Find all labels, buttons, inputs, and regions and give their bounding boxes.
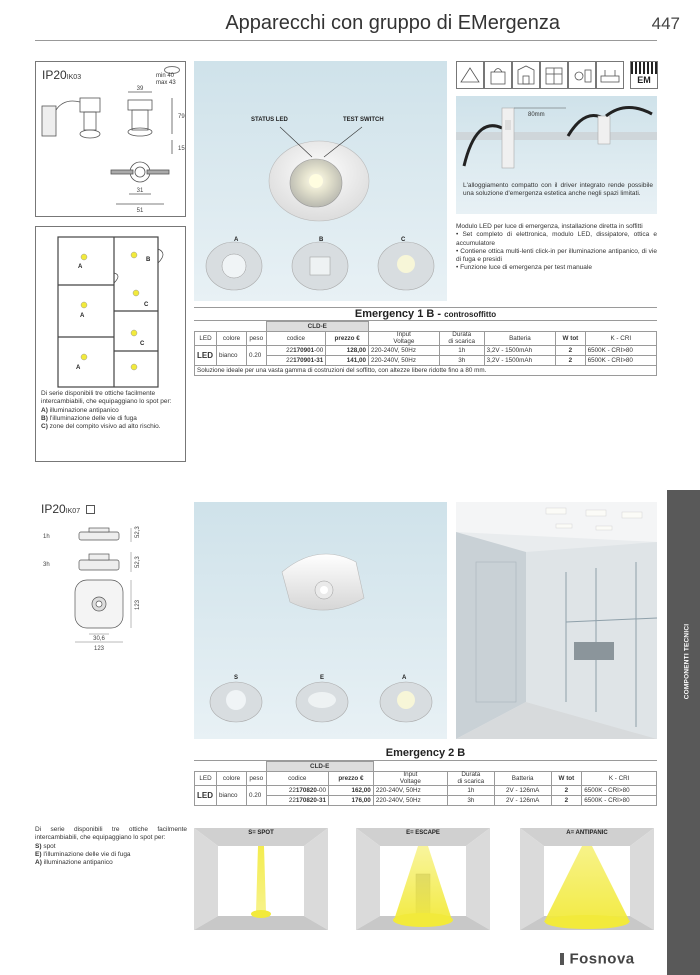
header-rule [35,40,657,41]
application-icon-5 [568,61,596,89]
product2-dimension-area [35,502,184,662]
brand-logo [560,950,660,968]
optic-a2-label: A [402,675,407,681]
description-intro: Modulo LED per luce di emergenza, installazione diretta in soffitti [456,223,643,230]
diagram-label-spot: S= SPOT [248,830,274,836]
table-row: LED bianco 0.20 22170820-00 162,00 220-240V, 50Hz 1h 2V - 126mA 2 6500K - CRI>80 [195,786,657,796]
surface-mount-icon [86,505,95,514]
optic-b-label: B [319,237,324,243]
beam-diagram-escape [356,828,490,930]
dim-3h: 3h [43,562,50,568]
product1-dimension-box [35,61,186,217]
status-led-label: STATUS LED [251,117,288,123]
col-wtot: W tot [556,332,585,346]
col-durata: Durata di scarica [447,772,494,786]
product1-table-title: Emergency 1 B - controsoffitto [194,307,657,321]
description-bullet: • Contiene ottica multi-lenti click-in per illuminazione antipanico, di vie di fuga e presidi [456,247,657,264]
sidebar-label: COMPONENTI TECNICI [683,623,691,700]
product1-technical-drawing [36,84,185,214]
product1-install-photo [456,96,657,214]
col-batteria: Batteria [494,772,551,786]
optic-item: A) illuminazione antipanico [35,859,113,867]
beam-diagram-antipanic [520,828,654,930]
dim-123-horizontal: 123 [93,646,105,652]
dim-79: 79 [178,114,185,120]
optic-item: B) l'illuminazione delle vie di fuga [41,414,137,422]
product2-optics-note: Di serie disponibili tre ottiche facilmente intercambiabili, che equipaggiano lo spot per: S) spot E) l'illuminazione delle vie di fuga A) illuminazione antipanico [35,826,187,867]
product1-description [456,223,657,273]
dim-52-3a: 52,3 [135,526,141,538]
optic-s-label: S [234,675,239,681]
col-input: Input Voltage [373,772,447,786]
floor-plan-drawing [54,233,169,393]
office-photo [456,502,657,739]
application-icon-3 [512,61,540,89]
page-number: 447 [651,14,680,33]
description-bullet: • Set completo di elettronica, modulo LED, dissipatore, ottica e accumulatore [456,231,657,247]
col-colore: colore [217,772,247,786]
col-peso: peso [247,332,267,346]
office-photo-art [456,502,657,739]
plan-label-a-1: A [78,264,83,270]
diagram-label-escape: E= ESCAPE [406,830,440,836]
optic-c-label: C [401,237,406,243]
group-header: CLD-E [266,322,369,332]
optic-item: A) illuminazione antipanico [41,406,119,414]
dim-39: 39 [136,86,144,92]
product2-ip-rating: IP20IK07 [41,502,95,516]
col-wtot: W tot [551,772,582,786]
col-colore: colore [217,332,247,346]
beam-diagram-spot [194,828,328,930]
application-icon-6 [596,61,624,89]
product1-icon-strip [456,61,657,89]
plan-label-c-2: C [140,341,145,347]
col-led: LED [195,772,217,786]
col-prezzo: prezzo € [329,772,374,786]
install-caption: L'alloggiamento compatto con il driver integrato rende possibile una soluzione d'emergenza estetica anche negli spazi limitati. [463,182,653,198]
emergency-icon [630,61,658,89]
page-title: Apparecchi con gruppo di EMergenza [225,12,560,34]
col-led: LED [195,332,217,346]
group-header: CLD-E [266,762,373,772]
dim-15: 15 [178,146,185,152]
dim-52-3b: 52,3 [135,556,141,568]
product1-spec-table [194,321,657,376]
product1-photo-art [194,61,447,301]
col-input: Input Voltage [369,332,440,346]
mount-min: min 40 [156,73,175,79]
product2-table-title: Emergency 2 B [194,747,657,761]
test-switch-label: TEST SWITCH [343,117,384,123]
table-row: 22170820-31 176,00 220-240V, 50Hz 3h 2V - 126mA 2 6500K - CRI>80 [195,796,657,806]
col-kcri: K - CRI [585,332,656,346]
optic-item: S) spot [35,842,56,850]
optic-e-label: E [320,675,325,681]
plan-label-a-3: A [76,365,81,371]
application-icon-4 [540,61,568,89]
dim-30-6: 30,6 [93,636,105,642]
brand-logo-mark [560,953,564,965]
optic-a-label: A [234,237,239,243]
optic-item: E) l'illuminazione delle vie di fuga [35,850,131,858]
product2-photo [194,502,447,739]
product1-optics-note: Di serie disponibili tre ottiche facilmente intercambiabili, che equipaggiano lo spot per: A) illuminazione antipanico B) l'illuminazione delle vie di fuga C) zone del compito visivo ad alto rischio. [41,390,179,431]
col-durata: Durata di scarica [439,332,484,346]
product1-plan-box [35,226,186,462]
product2-photo-art [194,502,447,739]
table-row: LED bianco 0.20 22170901-00 128,00 220-240V, 50Hz 1h 3,2V - 1500mAh 2 6500K - CRI>80 [195,346,657,356]
application-icon-2 [484,61,512,89]
brand-logo-text: Fosnova [569,950,635,968]
product1-table-area [194,307,657,376]
mount-max: max 43 [156,80,176,86]
dim-51: 51 [136,208,144,214]
plan-label-b: B [146,257,151,263]
optic-item: C) zone del compito visivo ad alto rischio. [41,423,161,431]
product1-ip-rating: IP20IK03 [42,68,82,82]
table-row: 22170901-31 141,00 220-240V, 50Hz 3h 3,2V - 1500mAh 2 6500K - CRI>80 [195,356,657,366]
table-footnote: Soluzione ideale per una vasta gamma di costruzioni del soffitto, con altezze libere ridotte fino a 80 mm. [195,366,657,376]
product2-technical-drawing [35,522,184,652]
dim-1h: 1h [43,534,50,540]
col-codice: codice [266,772,329,786]
plan-label-c-1: C [144,302,149,308]
col-batteria: Batteria [484,332,556,346]
product2-table-area [194,747,657,806]
install-dimension: 80mm [528,112,545,118]
col-kcri: K - CRI [582,772,657,786]
dim-31: 31 [136,188,144,194]
application-icon-1 [456,61,484,89]
em-label: EM [637,75,651,85]
col-prezzo: prezzo € [326,332,369,346]
product1-photo [194,61,447,301]
col-peso: peso [247,772,267,786]
col-codice: codice [266,332,326,346]
plan-label-a-2: A [80,313,85,319]
description-bullet: • Funzione luce di emergenza per test manuale [456,264,592,272]
product2-spec-table [194,761,657,806]
diagram-label-antipanic: A= ANTIPANIC [566,830,608,836]
dim-123-vertical: 123 [135,599,141,610]
